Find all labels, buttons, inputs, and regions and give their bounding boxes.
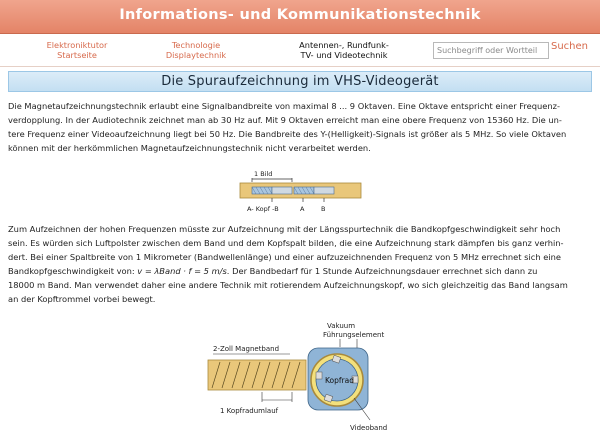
text-line: sein. Es würden sich Luftpolster zwischen dem Band und dem Kopfspalt bilden, die eine Aufzeichnung stark dämpfen bis ganz verhin- (8, 238, 564, 248)
label-videoband: Videoband (350, 424, 388, 432)
text-line: tere Frequenz einer Videoaufzeichnung liegt bei 50 Hz. Die Bandbreite des Y-(Helligkeit)-Signals ist größer als 5 MHz. So viele Oktaven (8, 129, 567, 139)
search-button[interactable]: Suchen (551, 41, 589, 52)
label-magnetband: 2-Zoll Magnetband (213, 345, 280, 353)
figure-label-a: A (300, 205, 305, 213)
text-line: Die Magnetaufzeichnungstechnik erlaubt eine Signalbandbreite von maximal 8 ... 9 Oktaven. Eine Oktave entspricht einer Frequenz- (8, 101, 560, 111)
nav-link-line: TV- und Videotechnik (300, 50, 388, 60)
nav-link-elektroniktutor[interactable] (36, 40, 118, 60)
text-line (8, 264, 594, 278)
nav-link-line: Displaytechnik (165, 50, 227, 60)
text-line: können mit der herkömmlichen Magnetaufzeichnungstechnik nicht verarbeitet werden. (8, 143, 371, 153)
tape-track-figure (238, 168, 363, 218)
figure-label-b: B (321, 205, 326, 213)
text-line: an der Kopftrommel vorbei bewegt. (8, 294, 156, 304)
rotating-head-figure (200, 320, 420, 438)
label-fuehrungselement: Führungselement (323, 331, 385, 339)
text-fragment: . Der Bandbedarf für 1 Stunde Aufzeichnungsdauer errechnet sich dann zu (226, 266, 538, 276)
velocity-formula: v = λBand · f = 5 m/s (137, 266, 227, 276)
site-title: Informations- und Kommunikationstechnik (119, 7, 481, 23)
body-paragraph (8, 222, 594, 306)
nav-link-line: Elektroniktutor (46, 40, 108, 50)
page-title: Die Spuraufzeichnung im VHS-Videogerät (8, 71, 592, 92)
nav-link-videotechnik-current (294, 40, 394, 60)
text-fragment: Bandkopfgeschwindigkeit von: (8, 266, 138, 276)
text-line: Zum Aufzeichnen der hohen Frequenzen müsste zur Aufzeichnung mit der Längsspurtechnik die Bandkopfgeschwindigkeit sehr hoch (8, 224, 561, 234)
label-kopfrad: Kopfrad (325, 376, 354, 385)
text-line: 18000 m Band. Man verwendet daher eine andere Technik mit rotierendem Aufzeichnungskopf, wo sich gleichzeitig das Band langsam (8, 280, 568, 290)
figure-label-bild: 1 Bild (254, 170, 273, 178)
nav-link-line: Startseite (57, 50, 97, 60)
intro-paragraph (8, 99, 594, 155)
text-line: verdopplung. In der Audiotechnik zeichnet man ab 30 Hz auf. Mit 9 Oktaven erreicht man eine obere Frequenz von 15360 Hz. Die un- (8, 115, 562, 125)
nav-link-displaytechnik[interactable] (155, 40, 237, 60)
figure-label-kopf: A- Kopf -B (247, 205, 279, 213)
site-banner (0, 0, 600, 34)
top-nav (0, 34, 600, 67)
label-vakuum: Vakuum (327, 322, 356, 330)
search-input[interactable] (433, 42, 549, 59)
nav-link-line: Antennen-, Rundfunk- (299, 40, 389, 50)
text-line: dert. Bei einer Spaltbreite von 1 Mikrometer (Bandwellenlänge) und einer aufzuzeichnenden Frequenz von 5 MHz errechnet sich eine (8, 252, 562, 262)
label-kopfradumlauf: 1 Kopfradumlauf (220, 407, 279, 415)
nav-link-line: Technologie (171, 40, 221, 50)
